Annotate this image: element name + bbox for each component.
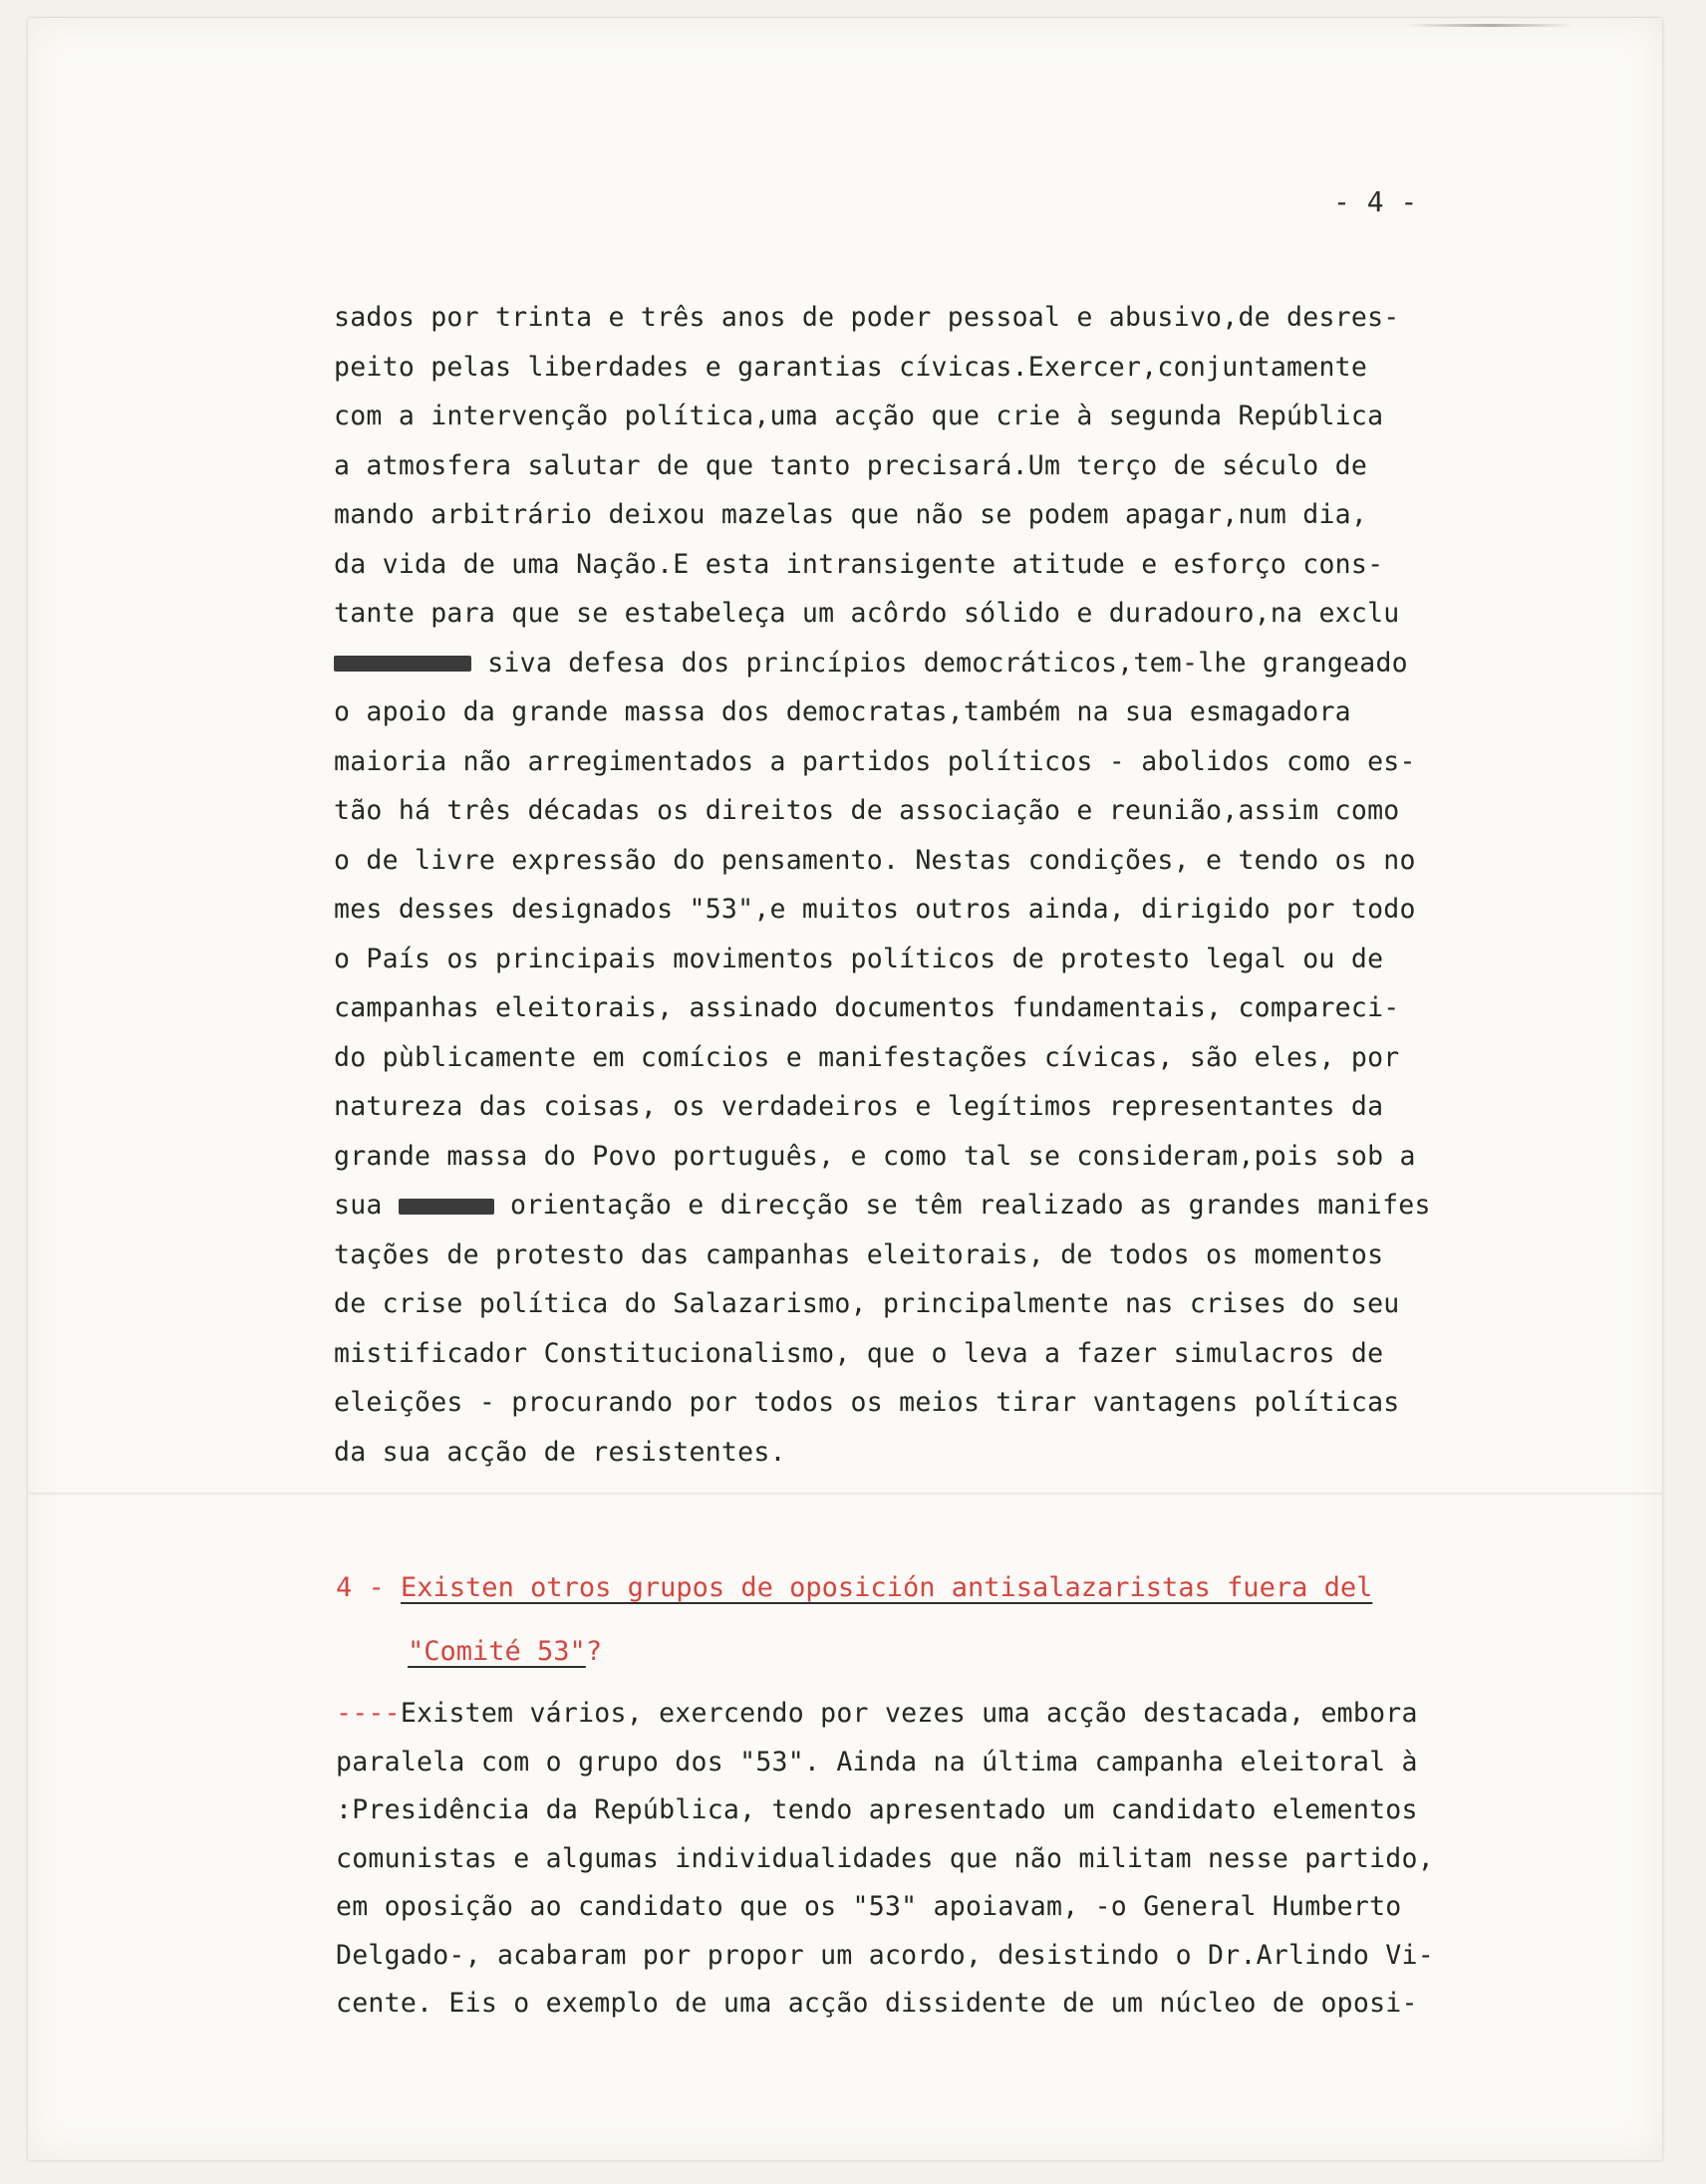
question-text-continued: "Comité 53" xyxy=(408,1636,586,1667)
question-line-1 xyxy=(336,1556,1532,1620)
text-fragment: orientação e direcção se têm realizado as grandes manifes xyxy=(493,1190,1431,1221)
answer-dashes: ---- xyxy=(336,1698,401,1729)
text-line: de crise política do Salazarismo, principalmente nas crises do seu xyxy=(334,1288,1400,1319)
answer-line: paralela com o grupo dos "53". Ainda na última campanha eleitoral à xyxy=(336,1746,1418,1777)
answer-line: em oposição ao candidato que os "53" apoiavam, -o General Humberto xyxy=(336,1891,1402,1922)
text-line-with-erasure xyxy=(334,1181,1569,1230)
text-line: mando arbitrário deixou mazelas que não se podem apagar,num dia, xyxy=(334,499,1368,530)
answer-body xyxy=(336,1690,1571,2029)
text-line: o de livre expressão do pensamento. Nestas condições, e tendo os no xyxy=(334,844,1416,876)
answer-line: Delgado-, acabaram por propor um acordo, desistindo o Dr.Arlindo Vi- xyxy=(336,1939,1434,1971)
text-line: da vida de uma Nação.E esta intransigente atitude e esforço cons- xyxy=(334,548,1384,580)
answer-text: Existem vários, exercendo por vezes uma acção destacada, embora xyxy=(400,1698,1418,1729)
text-fragment: sua xyxy=(334,1190,383,1221)
text-line: natureza das coisas, os verdadeiros e legítimos representantes da xyxy=(334,1091,1384,1122)
page-number: - 4 - xyxy=(1333,185,1418,218)
text-line: siva defesa dos princípios democráticos,tem-lhe grangeado xyxy=(471,647,1408,679)
text-line-with-erasure xyxy=(334,639,1569,688)
paper-fold xyxy=(28,1493,1662,1496)
paper-edge-mark xyxy=(1405,24,1574,27)
text-line: tações de protesto das campanhas eleitorais, de todos os momentos xyxy=(334,1238,1384,1270)
text-line: maioria não arregimentados a partidos políticos - abolidos como es- xyxy=(334,745,1416,777)
text-line: grande massa do Povo português, e como tal se consideram,pois sob a xyxy=(334,1140,1416,1172)
answer-line xyxy=(336,1690,1571,1739)
question-number: 4 - xyxy=(336,1572,402,1603)
question-line-2 xyxy=(336,1620,1532,1684)
typed-over-erasure xyxy=(399,1199,494,1215)
question-text: Existen otros grupos de oposición antisalazaristas fuera del xyxy=(401,1572,1373,1603)
paragraph-body xyxy=(334,293,1569,1477)
text-line: mistificador Constitucionalismo, que o leva a fazer simulacros de xyxy=(334,1337,1384,1369)
text-line: o País os principais movimentos políticos de protesto legal ou de xyxy=(334,943,1384,974)
text-line: da sua acção de resistentes. xyxy=(334,1436,786,1468)
text-line: a atmosfera salutar de que tanto precisará.Um terço de século de xyxy=(334,449,1368,481)
answer-line: :Presidência da República, tendo apresentado um candidato elementos xyxy=(336,1794,1418,1825)
text-line: do pùblicamente em comícios e manifestações cívicas, são eles, por xyxy=(334,1041,1400,1073)
text-line: peito pelas liberdades e garantias cívicas.Exercer,conjuntamente xyxy=(334,351,1368,383)
typed-over-erasure xyxy=(334,656,471,672)
answer-line: cente. Eis o exemplo de uma acção dissidente de um núcleo de oposi- xyxy=(336,1988,1418,2019)
text-line: tante para que se estabeleça um acôrdo sólido e duradouro,na exclu xyxy=(334,598,1400,629)
text-line: mes desses designados "53",e muitos outros ainda, dirigido por todo xyxy=(334,894,1416,925)
text-line: eleições - procurando por todos os meios tirar vantagens políticas xyxy=(334,1387,1400,1418)
answer-line: comunistas e algumas individualidades que não militam nesse partido, xyxy=(336,1842,1434,1874)
question-mark: ? xyxy=(585,1636,603,1667)
question-heading xyxy=(336,1556,1532,1684)
text-line: sados por trinta e três anos de poder pessoal e abusivo,de desres- xyxy=(334,302,1400,333)
text-line: com a intervenção política,uma acção que crie à segunda República xyxy=(334,401,1384,431)
text-line: o apoio da grande massa dos democratas,também na sua esmagadora xyxy=(334,696,1351,727)
text-line: campanhas eleitorais, assinado documentos fundamentais, compareci- xyxy=(334,992,1400,1023)
text-line: tão há três décadas os direitos de associação e reunião,assim como xyxy=(334,795,1400,826)
